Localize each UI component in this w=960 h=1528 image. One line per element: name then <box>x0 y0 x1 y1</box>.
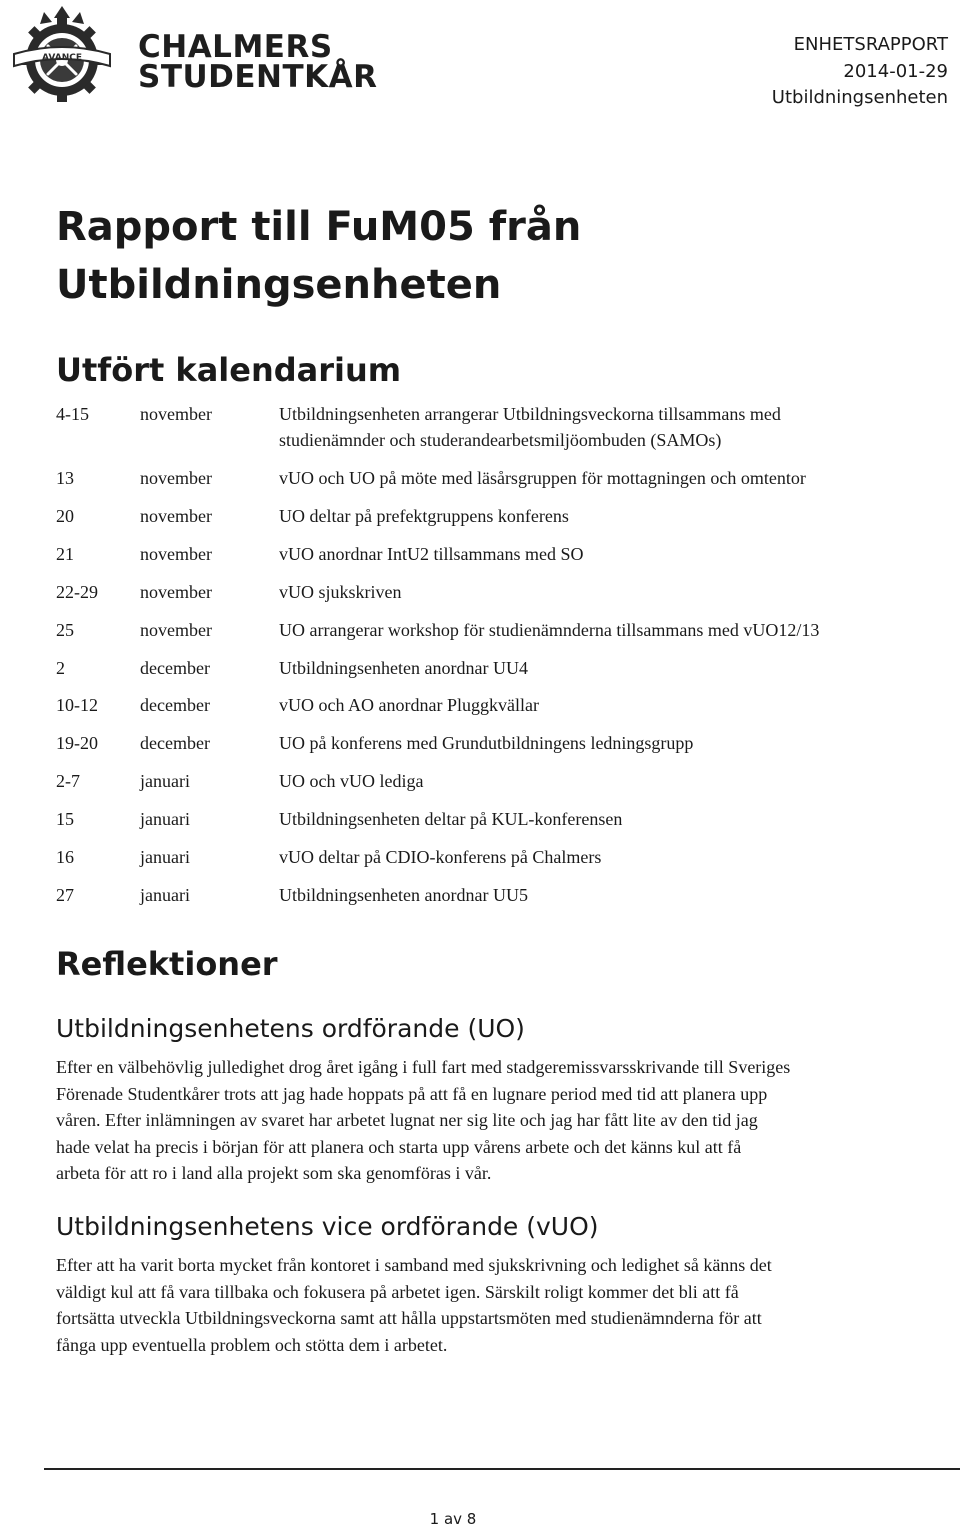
section-paragraph-uo <box>56 1054 946 1187</box>
calendar-text: UO och vUO lediga <box>279 771 424 791</box>
logo-wordmark <box>138 29 378 95</box>
calendar-day: 16 <box>56 847 74 867</box>
calendar-month: december <box>140 695 210 715</box>
calendar-text-line: Utbildningsenheten arrangerar Utbildningsveckorna tillsammans med <box>279 404 781 424</box>
emblem-ribbon-text: AVANCE <box>42 53 82 63</box>
calendar-day: 27 <box>56 885 74 905</box>
page-number: 1 av 8 <box>429 1510 477 1528</box>
paragraph-line: våren. Efter inlämningen av svaret har arbetet lugnat ner sig lite och jag har fått lite av den tid jag <box>56 1110 758 1130</box>
calendar-day: 20 <box>56 506 74 526</box>
paragraph-line: arbeta för att ro i land alla projekt som ska genomföras i vår. <box>56 1163 492 1183</box>
calendar-text: vUO och UO på möte med läsårsgruppen för mottagningen och omtentor <box>279 468 806 488</box>
reflections-heading: Reflektioner <box>56 945 278 983</box>
chalmers-emblem-icon <box>4 4 120 104</box>
calendar-day: 13 <box>56 468 74 488</box>
doc-type: ENHETSRAPPORT <box>793 34 948 55</box>
calendar-text-line: studienämnder och studerandearbetsmiljöombuden (SAMOs) <box>279 430 722 450</box>
doc-unit: Utbildningsenheten <box>771 87 948 108</box>
page-title-line-1: Rapport till FuM05 från <box>56 204 582 250</box>
paragraph-line: väldigt kul att få vara tillbaka och fokusera på arbetet igen. Särskilt roligt kommer det bli att få <box>56 1281 739 1302</box>
paragraph-line: hade velat ha precis i början för att planera och starta upp vårens arbete och det känns kul att få <box>56 1136 742 1157</box>
calendar-day: 2-7 <box>56 771 80 791</box>
calendar-heading: Utfört kalendarium <box>56 351 402 389</box>
calendar-text: vUO deltar på CDIO-konferens på Chalmers <box>279 847 602 867</box>
section-paragraph-vuo <box>56 1252 946 1358</box>
calendar-text: Utbildningsenheten anordnar UU4 <box>279 658 528 678</box>
calendar-text: Utbildningsenheten deltar på KUL-konferensen <box>279 809 623 829</box>
paragraph-line: fortsätta utveckla Utbildningsveckorna samt att hålla uppstartsmöten med studienämnderna för att <box>56 1308 762 1328</box>
calendar-text: vUO anordnar IntU2 tillsammans med SO <box>279 544 584 564</box>
calendar-month: januari <box>140 809 190 829</box>
calendar-day: 10-12 <box>56 695 98 715</box>
chalmers-studentkar-logo <box>4 4 378 104</box>
section-heading-uo: Utbildningsenhetens ordförande (UO) <box>56 1014 525 1043</box>
calendar-day: 21 <box>56 544 74 564</box>
doc-date: 2014-01-29 <box>843 60 948 82</box>
calendar-day: 19-20 <box>56 733 98 753</box>
calendar-month: november <box>140 404 212 424</box>
calendar-day: 2 <box>56 658 65 678</box>
calendar-month: november <box>140 544 212 564</box>
calendar-month: november <box>140 620 212 640</box>
logo-line-1: CHALMERS <box>138 29 333 65</box>
calendar-text: UO arrangerar workshop för studienämnderna tillsammans med vUO12/13 <box>279 620 820 640</box>
calendar-text <box>279 401 959 453</box>
calendar-month: januari <box>140 885 190 905</box>
calendar-text: vUO och AO anordnar Pluggkvällar <box>279 695 539 715</box>
calendar-text: Utbildningsenheten anordnar UU5 <box>279 885 528 905</box>
page-title-line-2: Utbildningsenheten <box>56 262 502 308</box>
paragraph-line: Efter en välbehövlig julledighet drog året igång i full fart med stadgeremissvarsskrivande till Sveriges <box>56 1057 791 1077</box>
calendar-text: vUO sjukskriven <box>279 582 402 602</box>
calendar-day: 22-29 <box>56 582 98 602</box>
calendar-month: november <box>140 582 212 602</box>
calendar-text: UO deltar på prefektgruppens konferens <box>279 506 569 526</box>
calendar-day: 15 <box>56 809 74 829</box>
calendar-day: 4-15 <box>56 404 89 424</box>
footer-divider <box>44 1468 960 1470</box>
logo-line-2: STUDENTKÅR <box>138 59 378 95</box>
section-heading-vuo: Utbildningsenhetens vice ordförande (vUO) <box>56 1212 599 1241</box>
calendar-month: november <box>140 506 212 526</box>
calendar-month: januari <box>140 771 190 791</box>
paragraph-line: Förenade Studentkårer trots att jag hade hoppats på att få en lugnare period med tid att planera upp <box>56 1083 768 1104</box>
header-meta <box>772 32 948 112</box>
paragraph-line: fånga upp eventuella problem och stötta dem i arbetet. <box>56 1334 448 1355</box>
paragraph-line: Efter att ha varit borta mycket från kontoret i samband med sjukskrivning och ledighet så känns det <box>56 1255 772 1275</box>
calendar-day: 25 <box>56 620 74 640</box>
calendar-month: november <box>140 468 212 488</box>
calendar-month: december <box>140 658 210 678</box>
calendar-text: UO på konferens med Grundutbildningens ledningsgrupp <box>279 733 694 753</box>
calendar-month: december <box>140 733 210 753</box>
calendar-month: januari <box>140 847 190 867</box>
page-title <box>56 198 581 314</box>
